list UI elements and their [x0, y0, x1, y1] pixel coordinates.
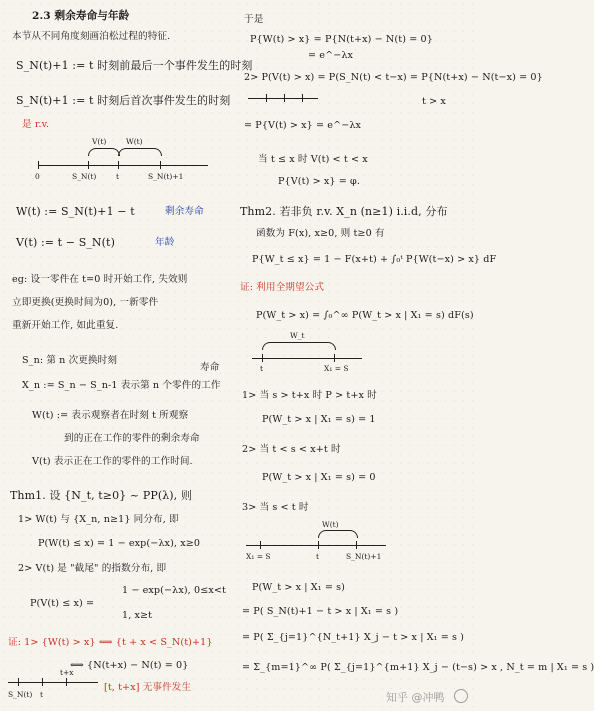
watermark-text: 知乎 @冲鸭 — [386, 691, 445, 704]
cond-prob: P(W_t > x | X₁ = s) — [252, 582, 345, 593]
case-2: 2> 当 t < s < x+t 时 — [242, 444, 341, 455]
thm2-cdf: 函数为 F(x), x≥0, 则 t≥0 有 — [256, 228, 385, 239]
timeline-5-w-label: W(t) — [322, 520, 339, 529]
eg-line-2: 立即更换(更换时间为0), 一新零件 — [12, 297, 159, 308]
proof-label: 证: 1> {W(t) > x} ⟺ {t + x < S_N(t)+1} — [8, 637, 213, 648]
thm1-formula2: P(V(t) ≤ x) = — [30, 598, 95, 609]
def-line-1: S_N(t)+1 := t 时刻前最后一个事件发生的时刻 — [16, 59, 253, 72]
timeline-1-w-label: W(t) — [126, 137, 143, 146]
thm1-part2: 2> V(t) 是 "截尾" 的指数分布, 即 — [18, 563, 167, 574]
v-prob: 2> P(V(t) > x) = P(S_N(t) < t−x) = P{N(t+x) − N(t−x) = 0} — [244, 72, 543, 83]
timeline-4-x-label: X₁ = S — [324, 364, 349, 373]
no-event-note: [t, t+x] 无事件发生 — [104, 682, 192, 693]
timeline-2-tx-label: t+x — [60, 668, 74, 677]
timeline-2-tick-t — [42, 678, 43, 686]
timeline-2-t-label: t — [40, 690, 44, 699]
timeline-5-x-label: X₁ = S — [246, 552, 271, 561]
timeline-1-s1-label: S_N(t)+1 — [148, 172, 184, 181]
timeline-4-tick-t — [262, 354, 263, 362]
timeline-1-tick-t — [118, 161, 119, 169]
thm1-case1: 1 − exp(−λx), 0≤x<t — [122, 585, 226, 596]
timeline-5-brace — [318, 530, 358, 538]
timeline-2-tick-tx — [66, 678, 67, 686]
timeline-5-tick-t — [318, 541, 319, 549]
w-prob: P{W(t) > x} = P{N(t+x) − N(t) = 0} — [250, 34, 433, 45]
timeline-5-tick-s — [356, 541, 357, 549]
timeline-4-tick-x — [334, 354, 335, 362]
age-label: 年龄 — [155, 237, 175, 248]
timeline-4-axis — [252, 358, 362, 359]
timeline-1-axis — [38, 165, 208, 166]
thm1-case2: 1, x≥t — [122, 610, 153, 621]
sn-def: S_n: 第 n 次更换时刻 — [22, 355, 118, 366]
case-1: 1> 当 s > t+x 时 P > t+x 时 — [242, 390, 377, 401]
w-exp: = e^−λx — [308, 50, 354, 61]
timeline-5-tick-x — [260, 541, 261, 549]
timeline-1-brace-v — [88, 148, 120, 156]
timeline-5-s-label: S_N(t)+1 — [346, 552, 382, 561]
eg-line-1: eg: 设一零件在 t=0 时开始工作, 失效则 — [12, 274, 188, 285]
cond-prob-3: = P( Σ_{j=1}^{N_t+1} X_j − t > x | X₁ = s ) — [242, 632, 465, 643]
timeline-3-tick-b — [284, 94, 285, 102]
t-gt-x: t > x — [422, 96, 446, 107]
xn-def: X_n := S_n − S_n-1 表示第 n 个零件的工作 — [22, 380, 221, 391]
cond-prob-2: = P( S_N(t)+1 − t > x | X₁ = s ) — [242, 606, 399, 617]
timeline-1-origin: 0 — [35, 172, 40, 181]
lifetime-word: 寿命 — [200, 362, 220, 373]
timeline-4-t-label: t — [260, 364, 264, 373]
w-explain-2: 到的正在工作的零件的剩余寿命 — [64, 433, 200, 444]
timeline-1-tick-s — [88, 161, 89, 169]
def-line-2: S_N(t)+1 := t 时刻后首次事件发生的时刻 — [16, 94, 231, 107]
thm1-formula1: P(W(t) ≤ x) = 1 − exp(−λx), x≥0 — [38, 538, 201, 549]
timeline-3-tick-a — [266, 94, 267, 102]
proof2-formula: P(W_t > x) = ∫₀^∞ P(W_t > x | X₁ = s) dF(s) — [256, 310, 474, 321]
timeline-1-s-label: S_N(t) — [72, 172, 97, 181]
timeline-1-tick-s1 — [160, 161, 161, 169]
timeline-4-w-label: W_t — [290, 331, 305, 340]
timeline-5-axis — [246, 545, 386, 546]
rv-note: 是 r.v. — [22, 119, 50, 130]
v-exp-line: = P{V(t) > x} = e^−λx — [244, 120, 362, 131]
def-w: W(t) := S_N(t)+1 − t — [16, 205, 135, 218]
timeline-2-tick-s — [18, 678, 19, 686]
v-explain: V(t) 表示正在工作的零件的工作时间. — [32, 456, 193, 467]
eg-line-3: 重新开始工作, 如此重复. — [12, 320, 119, 331]
timeline-4-brace — [262, 342, 336, 350]
timeline-1-v-label: V(t) — [92, 137, 107, 146]
section-title: 2.3 剩余寿命与年龄 — [32, 10, 130, 22]
case-2-prob: P(W_t > x | X₁ = s) = 0 — [262, 472, 376, 483]
thm1-head: Thm1. 设 {N_t, t≥0} ~ PP(λ), 则 — [10, 489, 192, 502]
timeline-5-t-label: t — [316, 552, 320, 561]
thm1-part1: 1> W(t) 与 {X_n, n≥1} 同分布, 即 — [18, 514, 179, 525]
def-v: V(t) := t − S_N(t) — [16, 236, 115, 249]
thm2-head: Thm2. 若非负 r.v. X_n (n≥1) i.i.d, 分布 — [240, 205, 448, 218]
timeline-1-t-label: t — [116, 172, 120, 181]
t-le-x: 当 t ≤ x 时 V(t) < t < x — [258, 154, 368, 165]
timeline-2-s-label: S_N(t) — [8, 690, 33, 699]
timeline-3-axis — [248, 98, 318, 99]
timeline-1-tick-0 — [38, 161, 39, 169]
yushi: 于是 — [244, 14, 264, 25]
cond-prob-4: = Σ_{m=1}^∞ P( Σ_{j=1}^{m+1} X_j − (t−s) > x , N_t = m | X₁ = s ) — [242, 662, 594, 673]
case-1-prob: P(W_t > x | X₁ = s) = 1 — [262, 414, 376, 425]
proof-equiv: ⟺ {N(t+x) − N(t) = 0} — [70, 660, 189, 671]
proof2-head: 证: 利用全期望公式 — [240, 282, 325, 293]
residual-life-label: 剩余寿命 — [165, 206, 204, 217]
timeline-1-brace-w — [118, 148, 162, 156]
avatar-icon — [454, 689, 468, 703]
thm2-formula: P{W_t ≤ x} = 1 − F(x+t) + ∫₀ᵗ P{W(t−x) > x} dF — [252, 254, 497, 265]
w-explain-1: W(t) := 表示观察者在时刻 t 所观察 — [32, 410, 189, 421]
v-empty: P{V(t) > x} = φ. — [278, 176, 360, 187]
timeline-3-tick-c — [302, 94, 303, 102]
intro-text: 本节从不同角度刻画泊松过程的特征. — [12, 31, 171, 42]
watermark — [386, 689, 468, 705]
case-3: 3> 当 s < t 时 — [242, 502, 309, 513]
timeline-2-axis — [8, 682, 98, 683]
